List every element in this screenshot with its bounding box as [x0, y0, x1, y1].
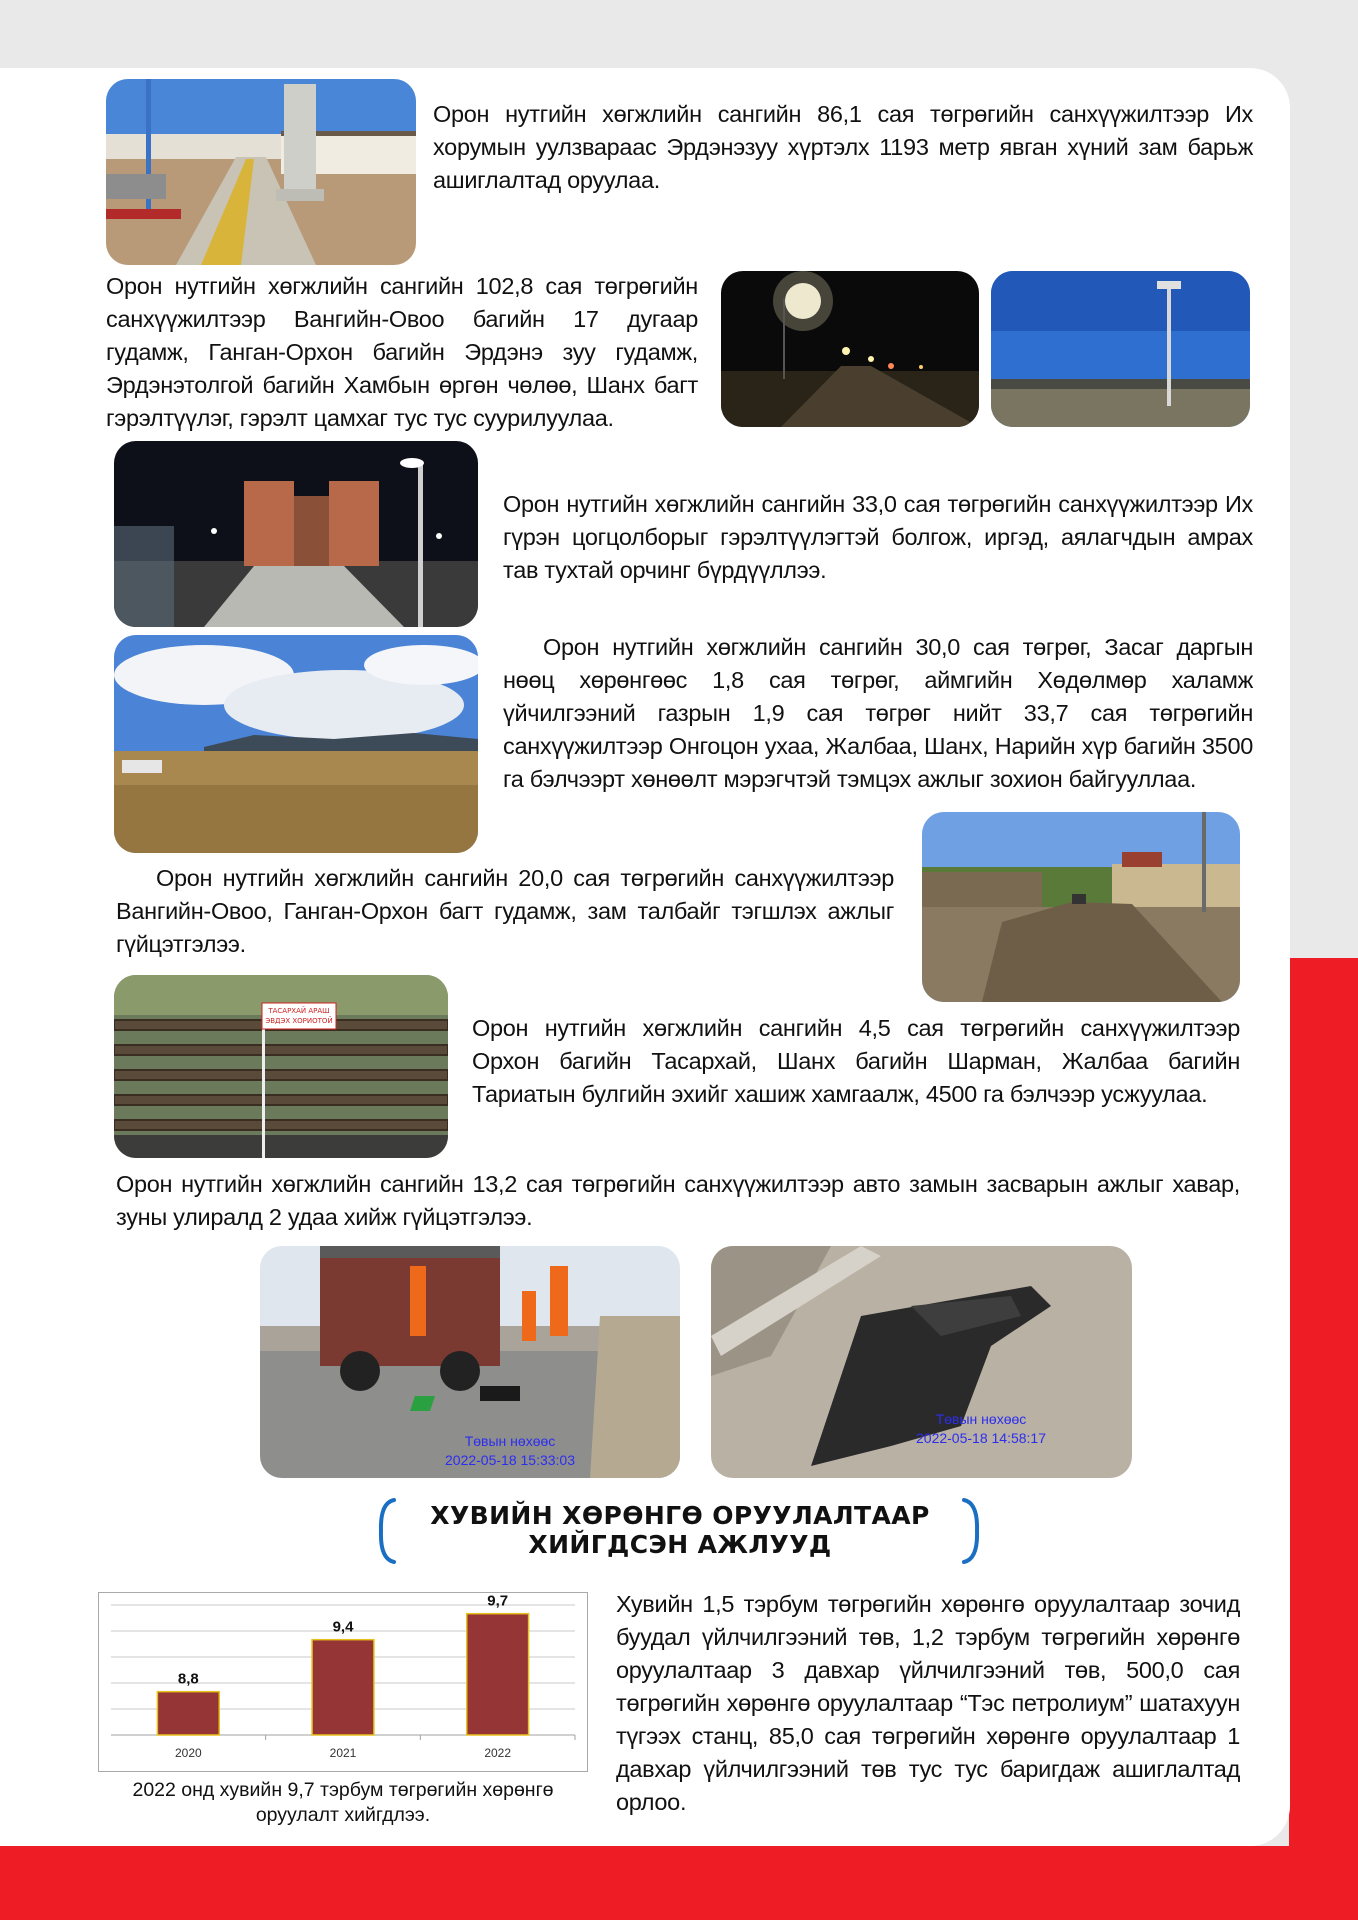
- paragraph-private-investment: Хувийн 1,5 тэрбум төгрөгийн хөрөнгө оруулалтаар зочид буудал үйлчилгээний төв, 1,2 тэрбум төгрөгийн хөрөнгө оруулалтаар 3 давхар үйлчилгээний төв, 500,0 сая төгрөгийн хөрөнгө оруулалтаар “Тэс петролиум” шатахуун түгээх станц, 85,0 сая төгрөгийн хөрөнгө оруулалтаар 1 давхар үйлчилгээний төв тус тус баригдаж ашиглалтад орлоо.: [616, 1591, 1240, 1815]
- right-bracket-icon: [960, 1497, 982, 1565]
- paragraph-complex-lighting: Орон нутгийн хөгжлийн сангийн 33,0 сая төгрөгийн санхүүжилтээр Их гүрэн цогцолборыг гэрэлтүүлэгтэй болгож, иргэд, аялагчдын амрах тав тухтай орчинг бүрдүүллээ.: [503, 491, 1253, 583]
- chart-category-label-2020: 2020: [174, 1746, 202, 1760]
- investment-chart: [98, 1592, 588, 1772]
- chart-value-label-2020: 8,8: [177, 1670, 199, 1688]
- paragraph-road-repair: Орон нутгийн хөгжлийн сангийн 13,2 сая төгрөгийн санхүүжилтээр авто замын засварын ажлыг хавар, зуны улиралд 2 удаа хийж гүйцэтгэлээ.: [116, 1171, 1240, 1230]
- photo-road-patching-workers: [260, 1246, 680, 1478]
- chart-bar-2020: [157, 1692, 219, 1735]
- chart-category-label-2021: 2021: [329, 1746, 357, 1760]
- chart-caption: 2022 онд хувийн 9,7 тэрбум төгрөгийн хөрөнгө оруулалт хийгдлээ.: [132, 1779, 554, 1826]
- photo-asphalt-patch: [711, 1246, 1132, 1478]
- red-accent-side: [1289, 958, 1358, 1920]
- paragraph-pest-control: Орон нутгийн хөгжлийн сангийн 30,0 сая төгрөг, Засаг даргын нөөц хөрөнгөөс 1,8 сая төгрөг, аймгийн Хөдөлмөр халамж үйчилгээний газрын 1,9 сая төгрөг нийт 33,7 сая төгрөгийн санхүүжилтээр Онгоцон ухаа, Жалбаа, Шанх, Нарийн хүр багийн 3500 га бэлчээрт хөнөөлт мэрэгчтэй тэмцэх ажлыг зохион байгууллаа.: [503, 634, 1253, 792]
- timestamp-left-label: Төвын нөхөөс: [464, 1433, 556, 1449]
- photo-night-lights: [721, 271, 979, 427]
- photo-light-tower: [991, 271, 1250, 427]
- paragraph-footpath: Орон нутгийн хөгжлийн сангийн 86,1 сая төгрөгийн санхүүжилтээр Их хорумын уулзвараас Эрдэнэзуу хүртэлх 1193 метр явган хүний зам барьж ашиглалтад оруулаа.: [433, 101, 1253, 193]
- photo-road-leveling: [922, 812, 1240, 1002]
- photo-steppe: [114, 635, 478, 853]
- section-title-line1: ХУВИЙН ХӨРӨНГӨ ОРУУЛАЛТААР: [430, 1501, 930, 1530]
- investment-chart-svg: [99, 1593, 587, 1771]
- photo-night-monument: [114, 441, 478, 627]
- paragraph-spring-protection: Орон нутгийн хөгжлийн сангийн 4,5 сая төгрөгийн санхүүжилтээр Орхон багийн Тасархай, Шанх багийн Шарман, Жалбаа багийн Тариатын булгийн эхийг хашиж хамгаалж, 4500 га бэлчээр усжуулаа.: [472, 1015, 1240, 1107]
- timestamp-right: [886, 1410, 1076, 1448]
- chart-bar-2021: [312, 1640, 374, 1735]
- sign-text-line2: ЭВДЭХ ХОРИОТОЙ: [265, 1017, 333, 1025]
- chart-value-label-2022: 9,7: [487, 1593, 509, 1610]
- timestamp-left: [415, 1432, 605, 1470]
- section-title: [380, 1498, 980, 1562]
- section-title-line2: ХИЙГДСЭН АЖЛУУД: [528, 1530, 832, 1559]
- paragraph-street-lighting: Орон нутгийн хөгжлийн сангийн 102,8 сая төгрөгийн санхүүжилтээр Вангийн-Овоо багийн 17 дугаар гудамж, Ганган-Орхон багийн Эрдэнэ зуу гудамж, Эрдэнэтолгой багийн Хамбын өргөн чөлөө, Шанх багт гэрэлтүүлэг, гэрэлт цамхаг тус тус суурилуулаа.: [106, 273, 698, 431]
- chart-value-label-2021: 9,4: [332, 1618, 354, 1636]
- photo-footpath: [106, 79, 416, 265]
- red-accent-bottom: [0, 1846, 1358, 1920]
- timestamp-right-label: Төвын нөхөөс: [935, 1411, 1027, 1427]
- timestamp-right-datetime: 2022-05-18 14:58:17: [916, 1430, 1046, 1446]
- paragraph-road-leveling: Орон нутгийн хөгжлийн сангийн 20,0 сая төгрөгийн санхүүжилтээр Вангийн-Овоо, Ганган-Орхон багт гудамж, зам талбайг тэгшлэх ажлыг гүйцэтгэлээ.: [116, 865, 894, 957]
- timestamp-left-datetime: 2022-05-18 15:33:03: [445, 1452, 575, 1468]
- chart-bar-2022: [467, 1614, 529, 1735]
- sign-text-line1: ТАСАРХАЙ АРАШ: [268, 1007, 330, 1015]
- photo-wooden-fence: [114, 975, 448, 1158]
- chart-category-label-2022: 2022: [484, 1746, 512, 1760]
